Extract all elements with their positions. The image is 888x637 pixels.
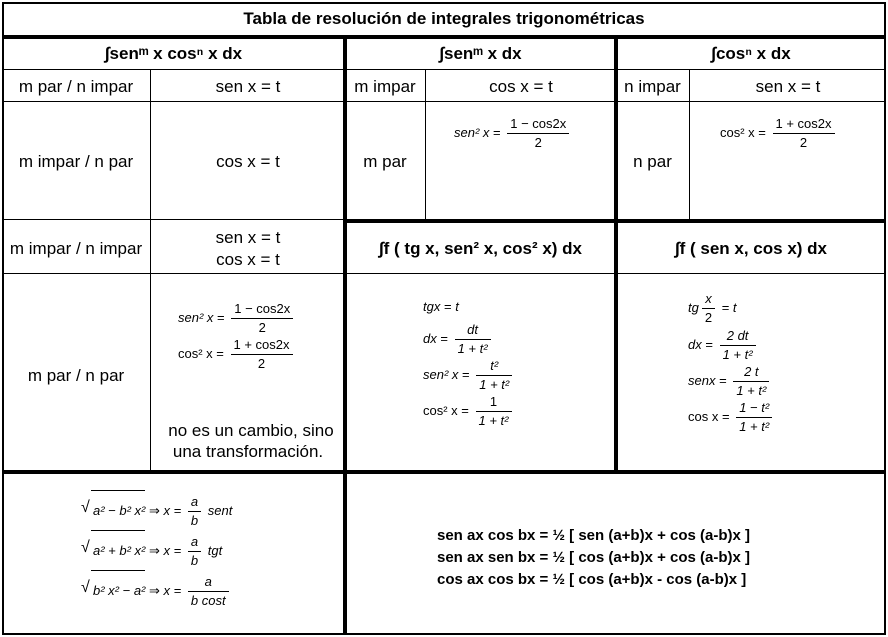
substitution-label: cos x = t (489, 77, 553, 96)
divider (345, 69, 616, 70)
substitution-label: cos x = t (216, 250, 280, 269)
section2-header: ∫senᵐ x dx (439, 44, 522, 63)
section4-header: ∫f ( tg x, sen² x, cos² x) dx (378, 239, 583, 258)
identity-line: sen ax sen bx = ½ [ cos (a+b)x + cos (a-b)x ] (437, 549, 751, 566)
section3-header: ∫cosⁿ x dx (711, 44, 791, 63)
formula-cos2: cos² x = $\frac{1 + \cos 2x}{2}$ (720, 115, 838, 151)
divider (2, 69, 345, 70)
divider (345, 273, 616, 274)
case-label: m par / n impar (18, 77, 134, 96)
radical-substitutions: √ a² − b² x² ⇒ x = $\frac{a}{b}$ sent √ a² + b² x² ⇒ x = $\frac{a}{b}$ tgt √ b² x² − a² ⇒ x = $\frac{a}{\text{b cost}}$ (82, 490, 232, 610)
divider (616, 273, 886, 274)
divider (2, 273, 345, 274)
divider (150, 69, 151, 472)
case-label: m impar / n impar (9, 239, 143, 258)
substitution-label: sen x = t (755, 77, 821, 96)
substitution-formulas: tgx = t dx = $\frac{dt}{\text{1 + t²}}$ sen² x = $\frac{\text{t²}}{\text{1 + t²}}$ cos² x = $\frac{1}{\text{1 + t²}}$ (423, 293, 515, 429)
formula-sen2: sen² x = $\frac{1 - \cos 2x}{2}$ cos² x = $\frac{1 + \cos 2x}{2}$ (178, 300, 296, 372)
divider (616, 101, 886, 102)
case-label: m par (363, 152, 407, 171)
identity-line: sen ax cos bx = ½ [ sen (a+b)x + cos (a-b)x ] (437, 527, 751, 544)
identity-line: cos ax cos bx = ½ [ cos (a+b)x - cos (a-b)x ] (437, 571, 747, 588)
note-line: una transformación. (172, 442, 324, 461)
case-label: m par / n par (27, 366, 125, 385)
substitution-label: cos x = t (216, 152, 280, 171)
case-label: n par (633, 152, 672, 171)
case-label: m impar (354, 77, 416, 96)
substitution-formulas: tg $\frac{x}{2}$ = t dx = $\frac{2 dt}{\text{1 + t²}}$ senx = $\frac{2 t}{\text{1 + t²}}$ cos x = $\frac{\text{1 − t²}}{\text{1 + t²}}$ (688, 289, 775, 435)
divider (616, 69, 886, 70)
section1-header: ∫senᵐ x cosⁿ x dx (104, 44, 243, 63)
case-label: m impar / n par (18, 152, 134, 171)
note-line: no es un cambio, sino (168, 421, 334, 440)
substitution-label: sen x = t (215, 228, 281, 247)
page-title: Tabla de resolución de integrales trigonométricas (243, 9, 645, 28)
divider (345, 101, 616, 102)
divider (2, 219, 345, 220)
divider (2, 101, 345, 102)
formula-sen2: sen² x = $\frac{1 - \cos 2x}{2}$ (454, 115, 572, 151)
substitution-label: sen x = t (215, 77, 281, 96)
case-label: n impar (624, 77, 681, 96)
section5-header: ∫f ( sen x, cos x) dx (674, 239, 828, 258)
